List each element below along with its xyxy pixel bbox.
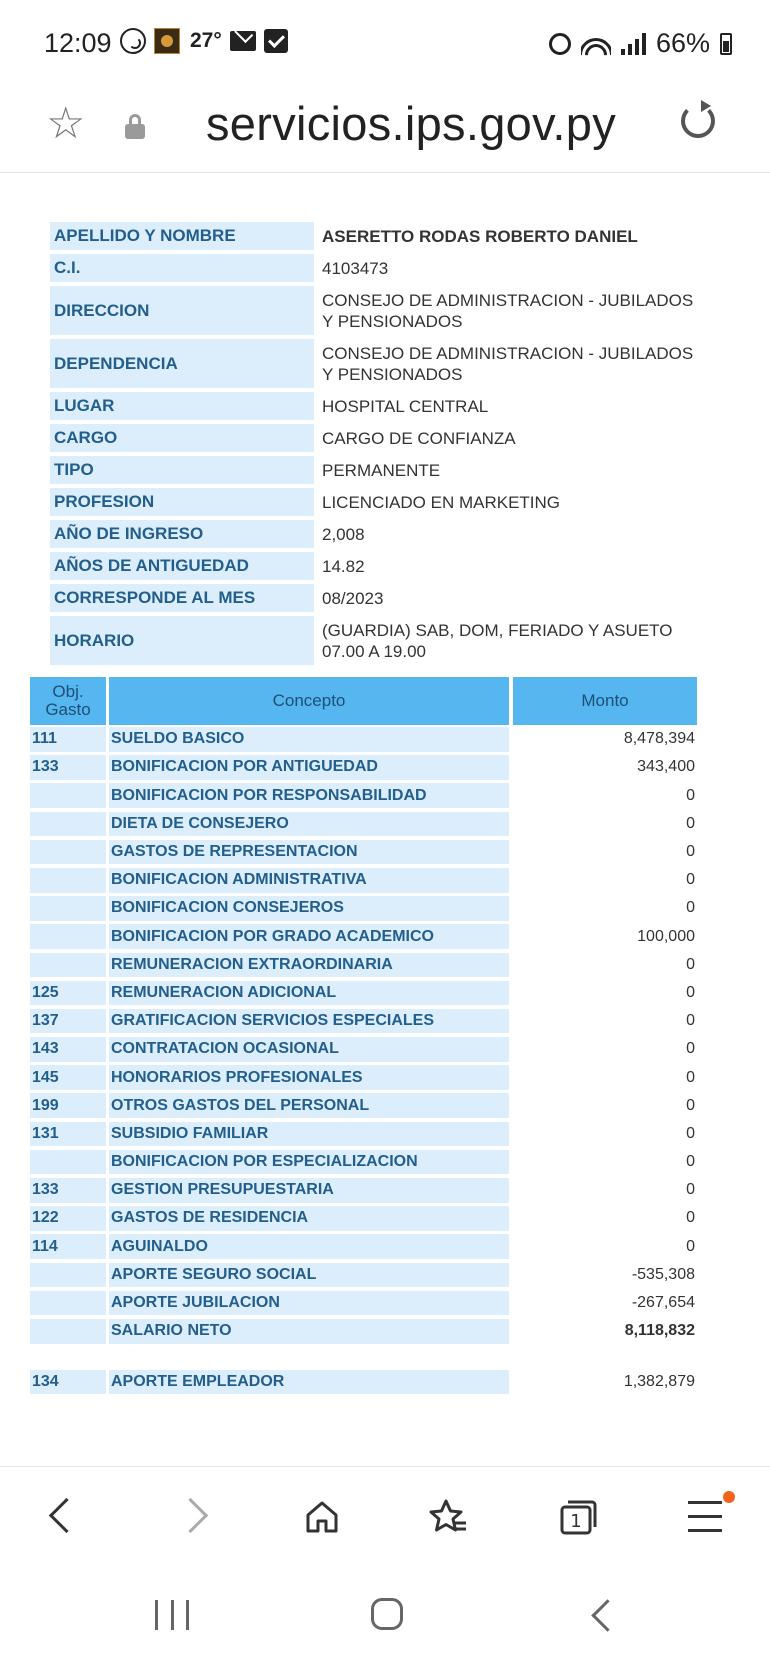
info-label: DIRECCION [50,286,314,335]
table-row [30,1291,700,1316]
row-concept: SALARIO NETO [109,1319,509,1344]
header-obj-gasto: Obj. Gasto [30,677,106,725]
table-row [30,783,700,808]
row-code: 133 [30,1178,106,1203]
app-icon [154,28,180,54]
notification-dot [723,1491,735,1503]
table-row [30,1122,700,1147]
browser-bottom-nav [0,1466,770,1567]
battery-level: 66% [655,28,710,58]
row-amount: 343,400 [637,758,695,776]
info-value: CONSEJO DE ADMINISTRACION - JUBILADOS Y PENSIONADOS [322,343,694,384]
check-icon [264,29,288,53]
row-amount: -267,654 [631,1294,695,1312]
row-code [30,783,106,808]
row-amount: 0 [686,955,695,973]
table-row [30,812,700,837]
row-concept: REMUNERACION ADICIONAL [109,981,509,1006]
row-code [30,1150,106,1175]
info-row [50,392,700,420]
row-concept: APORTE SEGURO SOCIAL [109,1263,509,1288]
row-amount: 0 [686,843,695,861]
table-row [30,1178,700,1203]
row-amount: 0 [686,1012,695,1030]
info-value: CARGO DE CONFIANZA [322,428,516,448]
row-code: 137 [30,1009,106,1034]
home-icon[interactable] [292,1487,352,1547]
info-value: HOSPITAL CENTRAL [322,396,489,416]
info-label: AÑOS DE ANTIGUEDAD [50,552,314,580]
row-code: 114 [30,1234,106,1259]
row-code [30,868,106,893]
mail-icon [230,31,256,51]
row-concept: BONIFICACION POR GRADO ACADEMICO [109,924,509,949]
table-row [30,868,700,893]
row-concept: GRATIFICACION SERVICIOS ESPECIALES [109,1009,509,1034]
info-label: DEPENDENCIA [50,339,314,388]
row-concept: BONIFICACION ADMINISTRATIVA [109,868,509,893]
row-code [30,1319,106,1344]
table-row [30,896,700,921]
table-row [30,1206,700,1231]
info-label: AÑO DE INGRESO [50,520,314,548]
row-amount: 0 [686,1237,695,1255]
row-concept: GESTION PRESUPUESTARIA [109,1178,509,1203]
header-monto: Monto [513,677,697,725]
row-concept: APORTE JUBILACION [109,1291,509,1316]
row-code: 134 [30,1370,106,1395]
system-back-icon[interactable] [591,1599,624,1632]
battery-icon [720,33,732,55]
status-bar [0,0,770,90]
forward-icon[interactable] [164,1487,224,1547]
salary-table [30,677,700,1398]
info-row [50,584,700,612]
table-row [30,1037,700,1062]
info-row [50,254,700,282]
lock-icon[interactable] [125,114,145,138]
row-amount: 8,118,832 [624,1322,695,1340]
bookmarks-icon[interactable] [418,1487,478,1547]
info-row [50,456,700,484]
row-concept: DIETA DE CONSEJERO [109,812,509,837]
table-row [30,755,700,780]
info-value: 08/2023 [322,588,384,608]
info-value: (GUARDIA) SAB, DOM, FERIADO Y ASUETO 07.00 A 19.00 [322,620,673,661]
row-concept: APORTE EMPLEADOR [109,1370,509,1395]
row-code [30,840,106,865]
table-row [30,727,700,752]
info-value: 14.82 [322,556,365,576]
wifi-icon [581,32,611,56]
row-code: 145 [30,1065,106,1090]
temperature: 27° [190,29,222,52]
info-label: LUGAR [50,392,314,420]
row-code: 111 [30,727,106,752]
row-code: 133 [30,755,106,780]
info-row [50,339,700,388]
row-amount: 0 [686,1153,695,1171]
row-code [30,812,106,837]
row-code: 131 [30,1122,106,1147]
status-time: 12:09 [44,28,112,58]
info-label: APELLIDO Y NOMBRE [50,222,314,250]
header-concepto: Concepto [109,677,509,725]
row-code [30,1291,106,1316]
info-row [50,616,700,665]
employee-info-table [50,222,700,669]
info-value: PERMANENTE [322,460,441,480]
row-code [30,1263,106,1288]
tabs-icon[interactable] [548,1487,608,1547]
row-amount: 0 [686,1124,695,1142]
alarm-icon [549,33,571,55]
whatsapp-icon [120,28,146,54]
table-row [30,1093,700,1118]
info-value: LICENCIADO EN MARKETING [322,492,561,512]
row-concept: AGUINALDO [109,1234,509,1259]
back-icon[interactable] [32,1487,92,1547]
info-row [50,520,700,548]
row-concept: GASTOS DE RESIDENCIA [109,1206,509,1231]
info-label: TIPO [50,456,314,484]
row-concept: SUELDO BASICO [109,727,509,752]
table-row [30,1319,700,1344]
system-nav [0,1566,770,1669]
row-concept: BONIFICACION CONSEJEROS [109,896,509,921]
url-text[interactable]: servicios.ips.gov.py [206,97,616,150]
star-icon[interactable]: ☆ [46,99,86,148]
row-code [30,924,106,949]
signal-icon [621,33,646,55]
table-row [30,840,700,865]
row-amount: 0 [686,1209,695,1227]
table-row-aporte-empleador [30,1370,700,1395]
menu-icon[interactable] [676,1487,736,1547]
info-label: PROFESION [50,488,314,516]
row-code: 122 [30,1206,106,1231]
row-amount: 0 [686,899,695,917]
info-label: CARGO [50,424,314,452]
row-amount: 0 [686,814,695,832]
reload-icon[interactable] [681,104,715,138]
row-amount: 0 [686,1068,695,1086]
row-concept: HONORARIOS PROFESIONALES [109,1065,509,1090]
table-row [30,1150,700,1175]
row-amount: 0 [686,983,695,1001]
row-code [30,953,106,978]
info-value: 2,008 [322,524,365,544]
row-amount: 0 [686,1181,695,1199]
row-code: 125 [30,981,106,1006]
row-concept: BONIFICACION POR RESPONSABILIDAD [109,783,509,808]
address-bar [0,90,770,173]
row-amount: 1,382,879 [513,1370,697,1395]
row-concept: BONIFICACION POR ANTIGUEDAD [109,755,509,780]
row-amount: 0 [686,1040,695,1058]
info-label: C.I. [50,254,314,282]
row-code: 143 [30,1037,106,1062]
info-value: 4103473 [322,258,389,278]
row-concept: REMUNERACION EXTRAORDINARIA [109,953,509,978]
row-concept: BONIFICACION POR ESPECIALIZACION [109,1150,509,1175]
recent-apps-icon[interactable] [155,1600,189,1630]
info-row [50,222,700,250]
row-amount: -535,308 [631,1265,695,1283]
table-row [30,953,700,978]
row-code [30,896,106,921]
info-row [50,552,700,580]
row-amount: 100,000 [637,927,695,945]
tabs-count: 1 [570,1511,582,1532]
row-amount: 0 [686,786,695,804]
table-row [30,1065,700,1090]
table-row [30,1234,700,1259]
row-amount: 0 [686,871,695,889]
system-home-icon[interactable] [371,1598,403,1630]
row-concept: CONTRATACION OCASIONAL [109,1037,509,1062]
info-row [50,488,700,516]
info-value: ASERETTO RODAS ROBERTO DANIEL [322,226,638,246]
row-amount: 0 [686,1096,695,1114]
info-label: HORARIO [50,616,314,665]
row-amount: 8,478,394 [623,730,695,748]
info-row [50,424,700,452]
table-row [30,1009,700,1034]
table-row [30,981,700,1006]
info-label: CORRESPONDE AL MES [50,584,314,612]
row-concept: OTROS GASTOS DEL PERSONAL [109,1093,509,1118]
row-code: 199 [30,1093,106,1118]
row-concept: SUBSIDIO FAMILIAR [109,1122,509,1147]
row-concept: GASTOS DE REPRESENTACION [109,840,509,865]
salary-table-header [30,677,700,725]
table-row [30,924,700,949]
info-row [50,286,700,335]
info-value: CONSEJO DE ADMINISTRACION - JUBILADOS Y PENSIONADOS [322,290,694,331]
table-row [30,1263,700,1288]
